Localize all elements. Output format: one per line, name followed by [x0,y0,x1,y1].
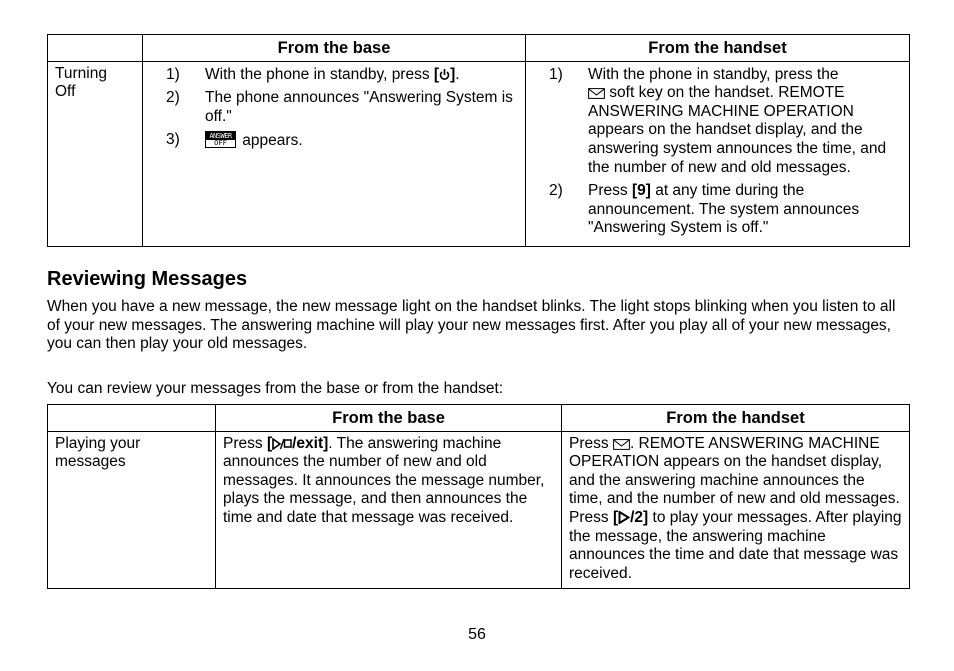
step-number: 1) [549,65,563,83]
answer-off-lcd-icon: ANSWER OFF [205,131,236,148]
playing-messages-table [47,404,910,589]
step-text: Press [588,182,632,200]
step-number: 2) [549,182,563,200]
table-row [48,431,910,588]
table-header-row [48,405,910,432]
power-key: [ ] [433,65,456,83]
base-steps-list [146,66,518,151]
key-9: [9] [631,182,651,200]
play-stop-exit-key: [ /exit] [266,434,329,452]
row-label-playing: Playing your messages [48,431,216,588]
list-item [146,89,518,126]
handset-steps-cell [526,61,910,246]
list-item: 2) Press [9] at any time during the announcement. The system announces "Answering System is off." [529,182,902,238]
header-from-base: From the base [216,405,562,432]
header-from-handset: From the handset [526,35,910,62]
turning-off-table [47,34,910,247]
handset-instructions-cell: Press . REMOTE ANSWERING MACHINE OPERATION appears on the handset display, and the answering machine announces the time, and the number of new and old messages. Press [ /2] to play your messages. After playing the message, the answering machine announces the time and date that message was received. [562,431,910,588]
play-key-2: [ /2] [612,508,649,526]
cell-text: Press [223,434,267,452]
list-item: 1) With the phone in standby, press [ ]. [146,66,518,85]
section-heading: Reviewing Messages [47,268,248,290]
intro-paragraph: When you have a new message, the new message light on the handset blinks. The light stops blinking when you listen to all of your new messages. The answering machine will play your new messages first. After you play all of your new messages, you can then play your old messages. [47,298,896,353]
row-label-turning-off: Turning Off [48,61,143,246]
envelope-icon [613,439,630,450]
review-paragraph: You can review your messages from the base or from the handset: [47,380,504,397]
step-text: The phone announces "Answering System is off." [205,89,513,125]
list-item: 1) With the phone in standby, press the soft key on the handset. REMOTE ANSWERING MACHINE OPERATION appears on the handset display, and the answering system announces the time, and the number of new and old messages. [529,66,902,178]
page-number: 56 [468,626,486,643]
handset-steps-list [529,66,902,238]
step-text: With the phone in standby, press the [588,65,839,83]
header-from-base: From the base [143,35,526,62]
step-number: 3) [166,131,180,149]
table-row [48,61,910,246]
power-icon [439,68,450,81]
base-instructions-cell: Press [ /exit]. The answering machine announces the number of new and old messages. It announces the message number, plays the message, and then announces the time and date that message was received. [216,431,562,588]
cell-text: Press [569,434,613,452]
envelope-icon [588,88,605,99]
header-empty [48,35,143,62]
list-item [146,131,518,151]
step-number: 2) [166,89,180,107]
step-text: appears. [238,132,303,150]
play-icon [618,511,630,524]
step-number: 1) [166,65,180,83]
header-empty [48,405,216,432]
play-stop-icon [272,438,292,450]
step-text: With the phone in standby, press [205,65,434,83]
base-steps-cell [143,61,526,246]
table-header-row [48,35,910,62]
header-from-handset: From the handset [562,405,910,432]
